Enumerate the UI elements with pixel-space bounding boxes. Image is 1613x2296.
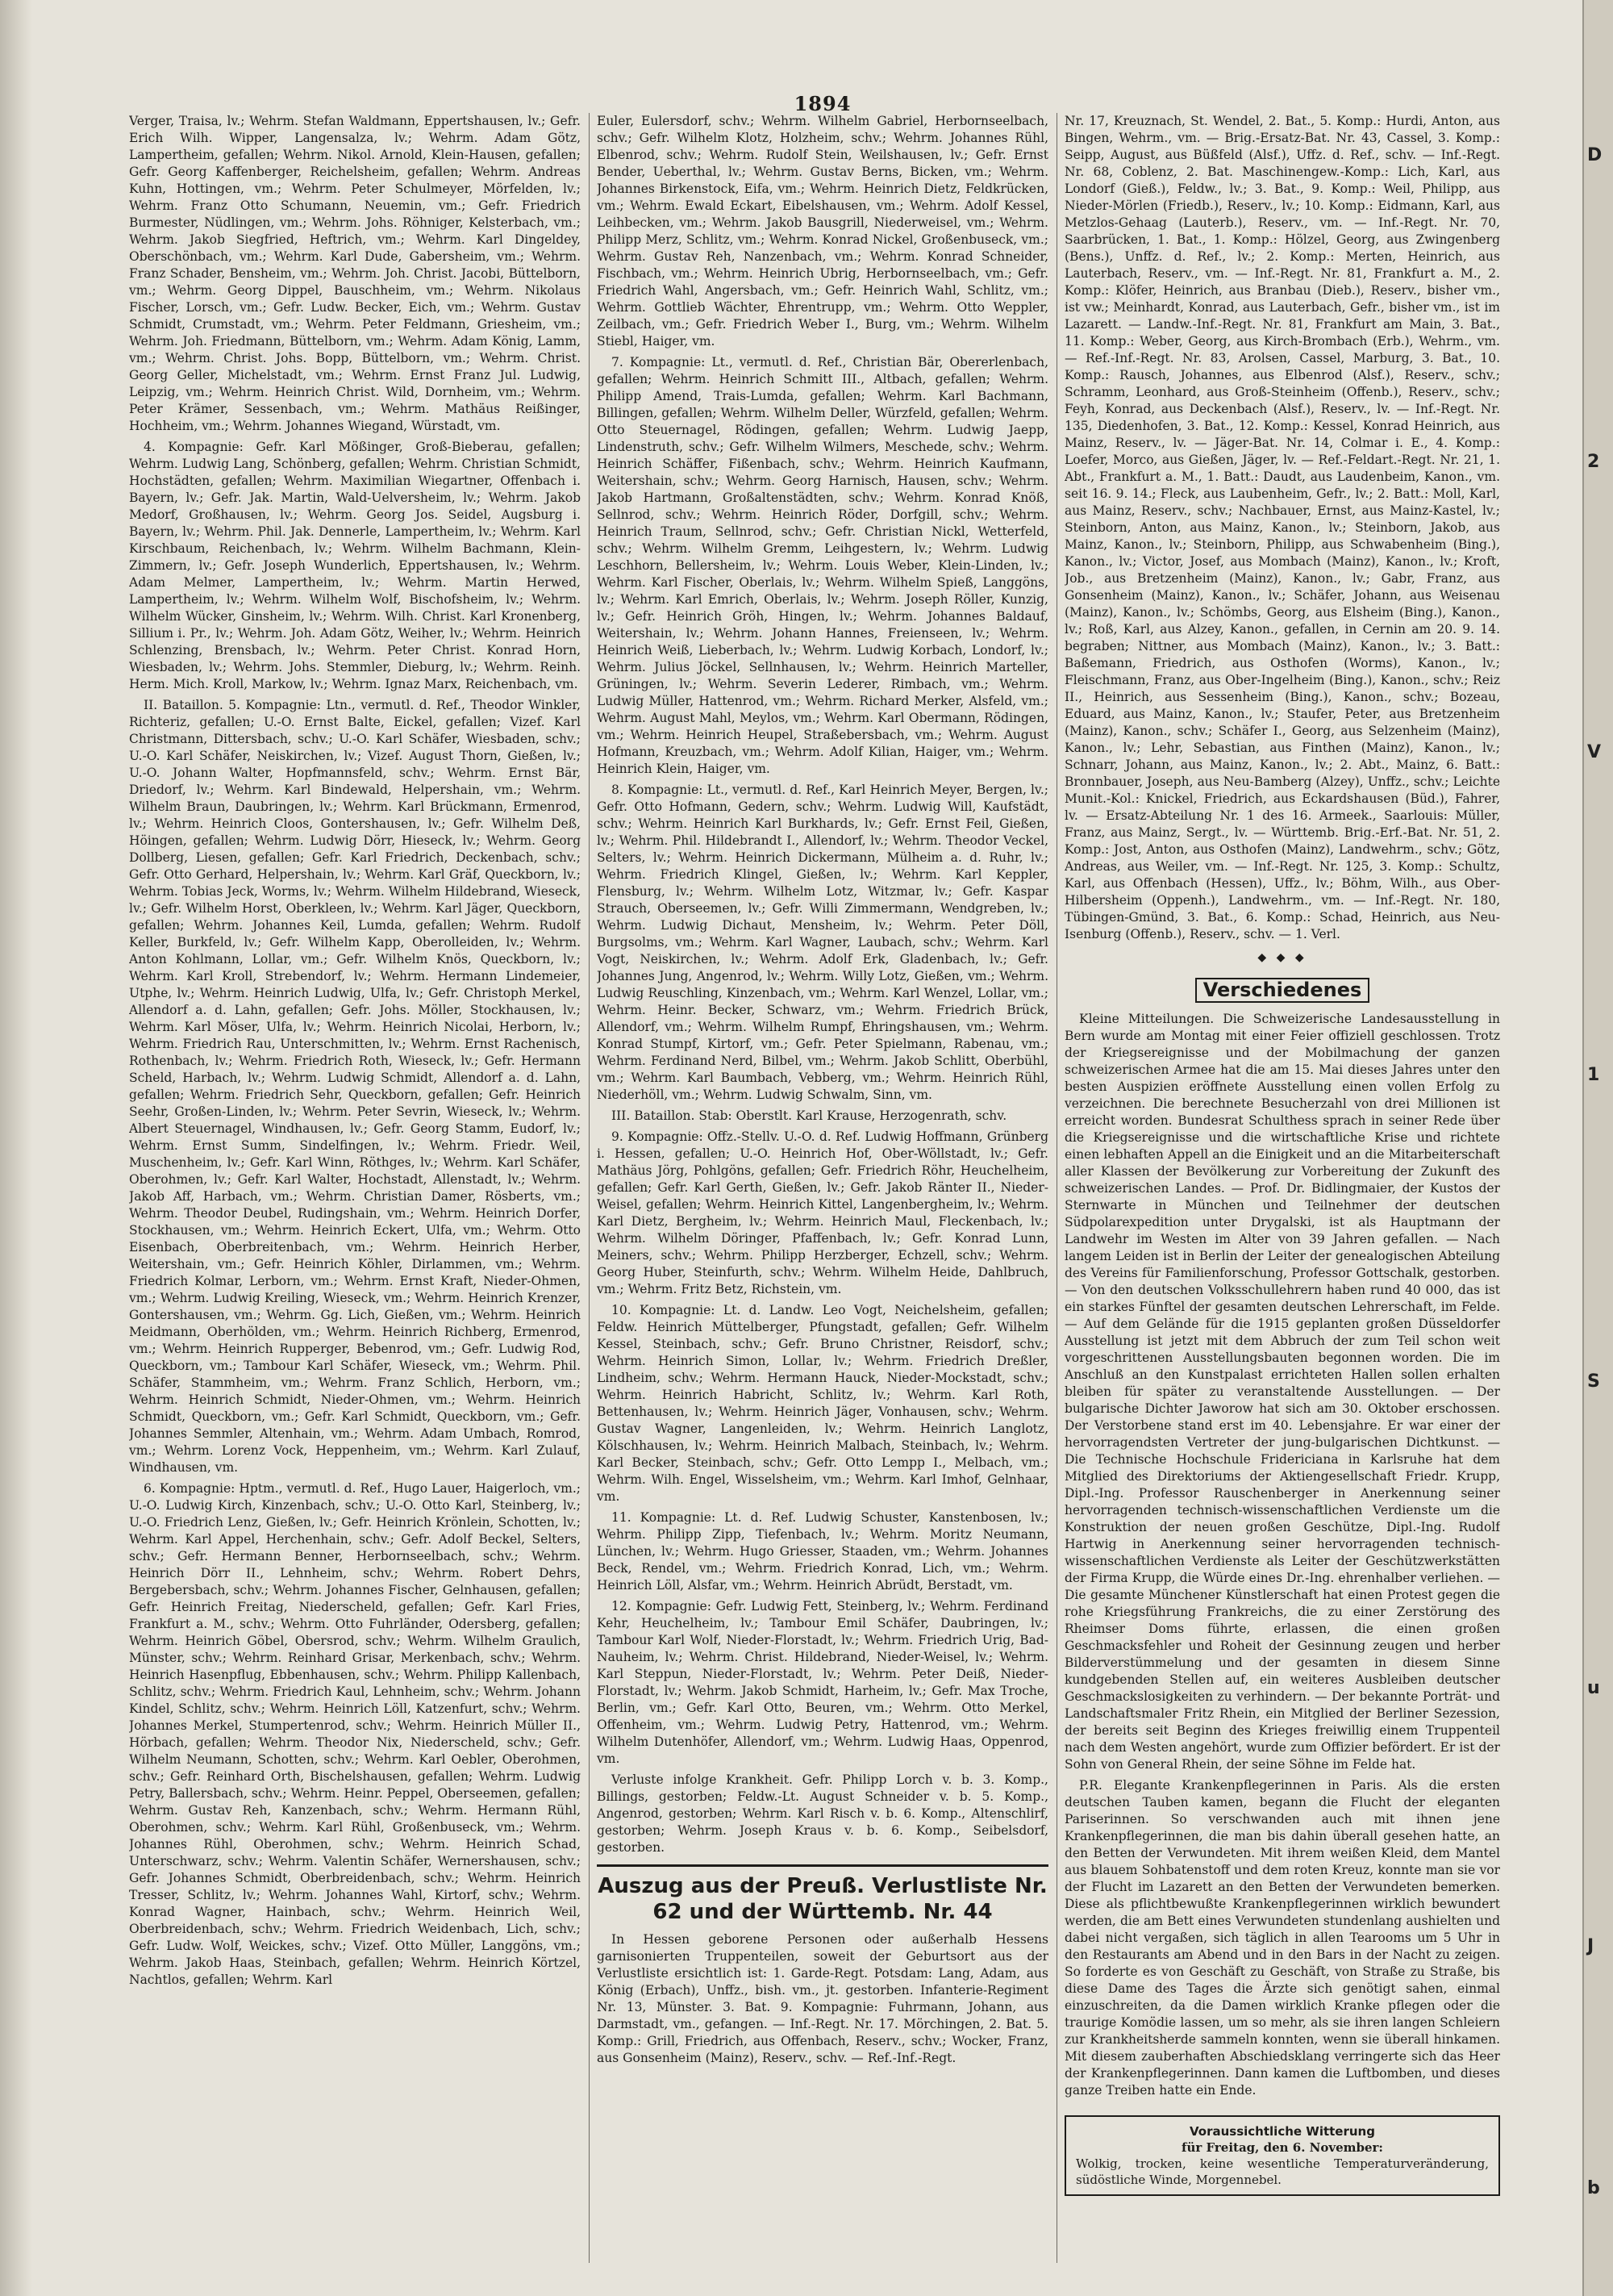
section-divider: ◆ ◆ ◆ [1257,951,1307,964]
casualty-list-paragraph: II. Bataillon. 5. Kompagnie: Ltn., vermutl. d. Ref., Theodor Winkler, Richteriz, gefallen; U.-O. Ernst Balte, Eickel, gefallen; Vizef. Karl Christmann, Dittersbach, schv.; U.-O. Karl Schäfer, Wiesbaden, schv.; U.-O. Karl Schäfer, Neiskirchen, lv.; Vizef. August Thorn, Gießen, lv.; U.-O. Johann Walter, Hopfmannsfeld, schv.; Wehrm. Ernst Bär, Driedorf, lv.; Wehrm. Karl Bindewald, Helpershain, vm.; Wehrm. Wilhelm Braun, Daubringen, lv.; Wehrm. Karl Brückmann, Ermenrod, lv.; Wehrm. Heinrich Cloos, Gontershausen, lv.; Gefr. Wilhelm Deß, Höingen, gefallen; Wehrm. Ludwig Dörr, Hieseck, lv.; Wehrm. Georg Dollberg, Liesen, gefallen; Gefr. Karl Friedrich, Deckenbach, schv.; Gefr. Otto Gerhard, Helpershain, lv.; Wehrm. Karl Gräf, Queckborn, lv.; Wehrm. Tobias Jeck, Worms, lv.; Wehrm. Wilhelm Hildebrand, Wieseck, lv.; Gefr. Wilhelm Horst, Oberkleen, lv.; Wehrm. Karl Jäger, Queckborn, gefallen; Wehrm. Johannes Keil, Lumda, gefallen; Wehrm. Rudolf Keller, Burkfeld, lv.; Gefr. Wilhelm Kapp, Oberolleiden, lv.; Wehrm. Anton Kohlmann, Lollar, vm.; Gefr. Wilhelm Knös, Queckborn, lv.; Wehrm. Karl Kroll, Strebendorf, lv.; Wehrm. Hermann Lindemeier, Utphe, lv.; Wehrm. Heinrich Ludwig, Ulfa, lv.; Gefr. Christoph Merkel, Allendorf a. d. Lahn, gefallen; Gefr. Johs. Möller, Stockhausen, lv.; Wehrm. Karl Möser, Ulfa, lv.; Wehrm. Heinrich Nicolai, Herborn, lv.; Wehrm. Friedrich Rau, Unterschmitten, lv.; Wehrm. Ernst Rachenisch, Rothenbach, lv.; Wehrm. Friedrich Roth, Wieseck, lv.; Gefr. Hermann Scheld, Harbach, lv.; Wehrm. Ludwig Schmidt, Allendorf a. d. Lahn, gefallen; Wehrm. Friedrich Sehr, Queckborn, gefallen; Gefr. Heinrich Seehr, Großen-Linden, lv.; Wehrm. Peter Sevrin, Wieseck, lv.; Wehrm. Albert Steuernagel, Windhausen, lv.; Gefr. Georg Stamm, Eudorf, lv.; Wehrm. Ernst Summ, Sindelfingen, lv.; Wehrm. Friedr. Weil, Muschenheim, lv.; Gefr. Karl Winn, Röthges, lv.; Wehrm. Karl Schäfer, Oberohmen, lv.; Gefr. Karl Walter, Hochstadt, Allenstadt, lv.; Wehrm. Jakob Aff, Harbach, vm.; Wehrm. Christian Damer, Rösberts, vm.; Wehrm. Theodor Deubel, Rudingshain, vm.; Wehrm. Heinrich Dorfer, Stockhausen, vm.; Wehrm. Heinrich Eckert, Ulfa, vm.; Wehrm. Otto Eisenbach, Oberbreitenbach, vm.; Wehrm. Heinrich Herber, Weitershain, vm.; Gefr. Heinrich Köhler, Dirlammen, vm.; Wehrm. Friedrich Kolmar, Lerborn, vm.; Wehrm. Ernst Kraft, Nieder-Ohmen, vm.; Wehrm. Ludwig Kreiling, Wieseck, vm.; Wehrm. Heinrich Krenzer, Gontershausen, vm.; Wehrm. Gg. Lich, Gießen, vm.; Wehrm. Heinrich Meidmann, Oberhölden, vm.; Wehrm. Heinrich Richberg, Ermenrod, vm.; Wehrm. Heinrich Rupperger, Bebenrod, vm.; Gefr. Ludwig Rod, Queckborn, vm.; Tambour Karl Schäfer, Wieseck, vm.; Wehrm. Phil. Schäfer, Stammheim, vm.; Wehrm. Franz Schlich, Herborn, vm.; Wehrm. Heinrich Schmidt, Nieder-Ohmen, vm.; Wehrm. Heinrich Schmidt, Queckborn, vm.; Gefr. Karl Schmidt, Queckborn, vm.; Gefr. Johannes Semmler, Altenhain, vm.; Wehrm. Adam Umbach, Romrod, vm.; Wehrm. Lorenz Vock, Heppenheim, vm.; Wehrm. Karl Zulauf, Windhausen, vm. [129,698,581,1475]
edge-fragment: V [1587,742,1602,762]
casualty-list-paragraph: 11. Kompagnie: Lt. d. Ref. Ludwig Schuster, Kanstenbosen, lv.; Wehrm. Philipp Zipp, Tiefenbach, lv.; Wehrm. Moritz Neumann, Lünchen, lv.; Wehrm. Hugo Griesser, Staaden, vm.; Wehrm. Johannes Beck, Rendel, vm.; Wehrm. Friedrich Konrad, Lich, vm.; Wehrm. Heinrich Löll, Alsfar, vm.; Wehrm. Heinrich Abrüdt, Berstadt, vm. [597,1510,1048,1593]
edge-fragment: u [1587,1678,1600,1698]
weather-title: Voraussichtliche Witterung [1190,2124,1375,2139]
casualty-list-paragraph: Verluste infolge Krankheit. Gefr. Philipp Lorch v. b. 3. Komp., Billings, gestorben; Feldw.-Lt. August Schneider v. b. 5. Komp., Angenrod, gestorben; Wehrm. Karl Risch v. b. 6. Komp., Altenschlirf, gestorben; Wehrm. Joseph Kraus v. b. 6. Komp., Seibelsdorf, gestorben. [597,1772,1048,1855]
edge-fragment: 2 [1587,452,1600,472]
casualty-list-paragraph: 10. Kompagnie: Lt. d. Landw. Leo Vogt, Neichelsheim, gefallen; Feldw. Heinrich Müttelberger, Pfungstadt, gefallen; Gefr. Wilhelm Kessel, Steinbach, schv.; Gefr. Bruno Christner, Reisdorf, schv.; Wehrm. Heinrich Simon, Lollar, lv.; Wehrm. Friedrich Dreßler, Lindheim, schv.; Wehrm. Hermann Hauck, Nieder-Mockstadt, schv.; Wehrm. Heinrich Habricht, Schlitz, lv.; Wehrm. Karl Roth, Bettenhausen, lv.; Wehrm. Heinrich Jäger, Vonhausen, schv.; Wehrm. Gustav Wagner, Langenleiden, lv.; Wehrm. Heinrich Langlotz, Kölschhausen, lv.; Wehrm. Heinrich Malbach, Steinbach, lv.; Wehrm. Karl Becker, Steinbach, schv.; Gefr. Otto Lempp I., Melbach, vm.; Wehrm. Wilh. Engel, Wisselsheim, vm.; Wehrm. Karl Imhof, Gelnhaar, vm. [597,1303,1048,1504]
column-1 [129,113,581,2267]
casualty-list-paragraph: 4. Kompagnie: Gefr. Karl Mößinger, Groß-Bieberau, gefallen; Wehrm. Ludwig Lang, Schönberg, gefallen; Wehrm. Christian Schmidt, Hochstädten, gefallen; Wehrm. Maximilian Wiegartner, Offenbach i. Bayern, lv.; Gefr. Jak. Martin, Wald-Uelversheim, lv.; Wehrm. Jakob Medorf, Großhausen, lv.; Wehrm. Georg Jos. Seidel, Augsburg i. Bayern, lv.; Wehrm. Phil. Jak. Dennerle, Lampertheim, lv.; Wehrm. Karl Kirschbaum, Reichenbach, lv.; Wehrm. Wilhelm Bachmann, Klein-Zimmern, lv.; Gefr. Joseph Wunderlich, Eppertshausen, lv.; Wehrm. Adam Melmer, Lampertheim, lv.; Wehrm. Martin Herwed, Lampertheim, lv.; Wehrm. Wilhelm Wolf, Bischofsheim, lv.; Wehrm. Wilhelm Wücker, Ginsheim, lv.; Wehrm. Wilh. Christ. Karl Kronenberg, Sillium i. Pr., lv.; Wehrm. Joh. Adam Götz, Weiher, lv.; Wehrm. Heinrich Schlenzing, Brensbach, lv.; Wehrm. Peter Christ. Konrad Horn, Wiesbaden, lv.; Wehrm. Johs. Stemmler, Dieburg, lv.; Wehrm. Reinh. Herm. Mich. Kroll, Markow, lv.; Wehrm. Ignaz Marx, Reichenbach, vm. [129,440,581,691]
casualty-list-paragraph: 12. Kompagnie: Gefr. Ludwig Fett, Steinberg, lv.; Wehrm. Ferdinand Kehr, Heuchelheim, lv.; Tambour Emil Schäfer, Daubringen, lv.; Tambour Karl Wolf, Nieder-Florstadt, lv.; Wehrm. Friedrich Urig, Bad-Nauheim, lv.; Wehrm. Christ. Hildebrand, Nieder-Weisel, lv.; Wehrm. Karl Steppun, Nieder-Florstadt, lv.; Wehrm. Peter Deiß, Nieder-Florstadt, lv.; Wehrm. Jakob Schmidt, Harheim, lv.; Gefr. Max Troche, Berlin, vm.; Gefr. Karl Otto, Beuren, vm.; Wehrm. Otto Merkel, Offenheim, vm.; Wehrm. Ludwig Petry, Hattenrod, vm.; Wehrm. Wilhelm Dutenhöfer, Allendorf, vm.; Wehrm. Ludwig Haas, Oppenrod, vm. [597,1599,1048,1766]
casualty-list-paragraph: III. Bataillon. Stab: Oberstlt. Karl Krause, Herzogenrath, schv. [611,1108,1007,1123]
page-number: 1894 [794,92,852,115]
edge-fragment: 1 [1587,1065,1600,1085]
miscellaneous-heading-box: Verschiedenes [1195,978,1370,1003]
edge-fragment: D [1587,145,1603,165]
column-3 [1065,113,1500,2267]
weather-forecast-box [1065,2115,1500,2196]
casualty-list-paragraph: Verger, Traisa, lv.; Wehrm. Stefan Waldmann, Eppertshausen, lv.; Gefr. Erich Wilh. Wipper, Langensalza, lv.; Wehrm. Adam Götz, Lampertheim, gefallen; Wehrm. Nikol. Arnold, Klein-Hausen, gefallen; Gefr. Georg Kaffenberger, Reichelsheim, gefallen; Wehrm. Andreas Kuhn, Hottingen, vm.; Wehrm. Peter Schulmeyer, Mörfelden, lv.; Wehrm. Franz Otto Schumann, Neuemin, vm.; Gefr. Friedrich Burmester, Nüdlingen, vm.; Wehrm. Johs. Röhniger, Kelsterbach, vm.; Wehrm. Jakob Siegfried, Heftrich, vm.; Wehrm. Karl Dingeldey, Oberschönbach, vm.; Wehrm. Karl Dude, Gabersheim, vm.; Wehrm. Franz Schader, Bensheim, vm.; Wehrm. Joh. Christ. Jacobi, Büttelborn, vm.; Wehrm. Georg Dippel, Bauschheim, vm.; Wehrm. Nikolaus Fischer, Lorsch, vm.; Gefr. Ludw. Becker, Eich, vm.; Wehrm. Gustav Schmidt, Crumstadt, vm.; Wehrm. Peter Feldmann, Griesheim, vm.; Wehrm. Joh. Friedmann, Büttelborn, vm.; Wehrm. Adam König, Lamm, vm.; Wehrm. Christ. Johs. Bopp, Büttelborn, vm.; Wehrm. Christ. Georg Geller, Michelstadt, vm.; Wehrm. Ernst Franz Jul. Ludwig, Leipzig, vm.; Wehrm. Heinrich Christ. Wild, Dornheim, vm.; Wehrm. Peter Krämer, Sessenbach, vm.; Wehrm. Mathäus Reißinger, Hochheim, vm.; Wehrm. Johannes Wiegand, Würstadt, vm. [129,114,581,433]
adjacent-page-edge [1582,0,1613,2296]
column-rule [589,113,590,2263]
casualty-list-paragraph: Euler, Eulersdorf, schv.; Wehrm. Wilhelm Gabriel, Herbornseelbach, schv.; Gefr. Wilhelm Klotz, Holzheim, schv.; Wehrm. Johannes Rühl, Elbenrod, schv.; Wehrm. Rudolf Stein, Weilshausen, lv.; Gefr. Ernst Bender, Ueberthal, lv.; Wehrm. Gustav Berns, Bicken, vm.; Wehrm. Johannes Birkenstock, Eifa, vm.; Wehrm. Heinrich Dietz, Feldkrücken, vm.; Wehrm. Ewald Eckart, Eibelshausen, vm.; Wehrm. Adolf Kessel, Leihbecken, vm.; Wehrm. Jakob Bausgrill, Niederweisel, vm.; Wehrm. Philipp Merz, Schlitz, vm.; Wehrm. Konrad Nickel, Großenbuseck, vm.; Wehrm. Gustav Reh, Nanzenbach, vm.; Wehrm. Konrad Schneider, Fischbach, vm.; Wehrm. Heinrich Ubrig, Herbornseelbach, vm.; Gefr. Friedrich Wahl, Angersbach, vm.; Gefr. Heinrich Wahl, Schlitz, vm.; Wehrm. Gottlieb Wächter, Ehrentrupp, vm.; Wehrm. Otto Weppler, Zeilbach, vm.; Gefr. Friedrich Weber I., Burg, vm.; Wehrm. Wilhelm Stiebl, Haiger, vm. [597,114,1048,349]
verlustliste-heading: Auszug aus der Preuß. Verlustliste Nr. 62 und der Württemb. Nr. 44 [597,1864,1048,1925]
casualty-list-paragraph: 9. Kompagnie: Offz.-Stellv. U.-O. d. Ref. Ludwig Hoffmann, Grünberg i. Hessen, gefallen; U.-O. Heinrich Hof, Ober-Wöllstadt, lv.; Gefr. Mathäus Jörg, Pohlgöns, gefallen; Gefr. Friedrich Röhr, Heuchelheim, gefallen; Gefr. Karl Gerth, Gießen, lv.; Gefr. Jakob Ränter II., Nieder-Weisel, gefallen; Wehrm. Heinrich Kittel, Langenbergheim, lv.; Wehrm. Karl Dietz, Bergheim, lv.; Wehrm. Heinrich Maul, Fleckenbach, lv.; Wehrm. Wilhelm Döringer, Pfaffenbach, lv.; Gefr. Konrad Lunn, Meiners, schv.; Wehrm. Philipp Herzberger, Echzell, schv.; Wehrm. Georg Huber, Steinfurth, schv.; Wehrm. Wilhelm Heide, Dahlbruch, vm.; Wehrm. Fritz Betz, Richstein, vm. [597,1129,1048,1296]
news-paragraph: Kleine Mitteilungen. Die Schweizerische Landesausstellung in Bern wurde am Montag mit einer Feier offiziell geschlossen. Trotz der Kriegsereignisse und der Mobilmachung der ganzen schweizerischen Armee hat die am 15. Mai dieses Jahres unter den besten Auspizien eröffnete Ausstellung einen vollen Erfolg zu verzeichnen. Die berechnete Besucherzahl von drei Millionen ist erreicht worden. Bundesrat Schulthess sprach in seiner Rede über die Kriegsereignisse und die wirtschaftliche Krise und richtete einen lebhaften Appell an die Einigkeit und an die Mitarbeiterschaft aller Klassen der Bevölkerung zur Vorbereitung der Zukunft des schweizerischen Landes. — Prof. Dr. Bidlingmaier, der Kustos der Sternwarte in München und Teilnehmer der deutschen Südpolarexpedition unter Drygalski, ist als Hauptmann der Landwehr im Westen im Alter von 39 Jahren gefallen. — Nach langem Leiden ist in Berlin der Leiter der genealogischen Abteilung des Vereins für Familienforschung, Professor Gottschalk, gestorben. — Von den deutschen Volksschullehrern haben rund 40 000, das ist ein starkes Fünftel der gesamten deutschen Lehrerschaft, im Felde. — Auf dem Gelände für die 1915 geplanten großen Düsseldorfer Ausstellung ist jetzt mit dem Abbruch der zum Teil schon weit vorgeschrittenen Ausstellungsbauten begonnen worden. Die im Anschluß an den Kunstpalast errichteten Hallen sollen erhalten bleiben für später zu veranstaltende Ausstellungen. — Der bulgarische Dichter Jaworow hat sich am 30. Oktober erschossen. Der Verstorbene stand erst im 40. Lebensjahre. Er war einer der hervorragendsten Vertreter der jung-bulgarischen Dichtkunst. — Die Technische Hochschule Fridericiana in Karlsruhe hat dem Mitglied des Direktoriums der Aktiengesellschaft Friedr. Krupp, Dipl.-Ing. Professor Rauschenberger in Anerkennung seiner hervorragenden technisch-wissenschaftlichen Verdienste um die Konstruktion der neuen großen Geschütze, Dipl.-Ing. Rudolf Hartwig in Anerkennung seiner hervorragenden technisch-wissenschaftlichen Verdienste als Leiter der Geschützwerkstätten der Firma Krupp, die Würde eines Dr.-Ing. ehrenhalber verliehen. — Die gesamte Münchener Künstlerschaft hat einen Protest gegen die rohe Kriegsführung Frankreichs, die zu einer Zerstörung des Rheimser Doms führte, erlassen, die einen großen Geschmacksfehler und Roheit der Gesinnung zeugen und herber Bilderverstümmelung und der gesamten in diesem Sinne kundgebenden Stellen auf, ein weiteres Ausbleiben deutscher Geschmackslosigkeiten zu verhindern. — Der bekannte Porträt- und Landschaftsmaler Fritz Rhein, ein Mitglied der Berliner Sezession, der bereits seit Beginn des Krieges freiwillig einem Truppenteil nach dem Westen angehört, wurde zum Offizier befördert. Er ist der Sohn von General Rhein, der seine Söhne im Felde hat. [1065,1012,1500,1772]
verlustliste-paragraph: In Hessen geborene Personen oder außerhalb Hessens garnisonierten Truppenteilen, soweit der Geburtsort aus der Verlustliste ersichtlich ist: 1. Garde-Regt. Potsdam: Lang, Adam, aus König (Erbach), Unffz., bish. vm., jt. gestorben. Infanterie-Regiment Nr. 13, Münster. 3. Bat. 9. Kompagnie: Fuhrmann, Johann, aus Darmstadt, vm., gefangen. — Inf.-Regt. Nr. 17. Mörchingen, 2. Bat. 5. Komp.: Grill, Friedrich, aus Offenbach, Reserv., schv.; Wocker, Franz, aus Gonsenheim (Mainz), Reserv., schv. — Ref.-Inf.-Regt. [597,1932,1048,2065]
weather-text: Wolkig, trocken, keine wesentliche Temperaturveränderung, südöstliche Winde, Morgennebel. [1076,2156,1489,2187]
edge-fragment: b [1587,2178,1600,2198]
page-binding-shadow [0,0,32,2296]
weather-date: für Freitag, den 6. November: [1182,2140,1383,2155]
miscellaneous-heading [1065,978,1500,1003]
column-2 [597,113,1048,2267]
casualty-list-paragraph: Nr. 17, Kreuznach, St. Wendel, 2. Bat., 5. Komp.: Hurdi, Anton, aus Bingen, Wehrm., vm. — Brig.-Ersatz-Bat. Nr. 43, Cassel, 3. Komp.: Seipp, August, aus Büßfeld (Alsf.), Uffz. d. Ref., schv. — Inf.-Regt. Nr. 68, Coblenz, 2. Bat. Maschinengew.-Komp.: Lich, Karl, aus Londorf (Gieß.), Feldw., lv.; 3. Bat., 9. Komp.: Weil, Philipp, aus Nieder-Mörlen (Friedb.), Reserv., lv.; 10. Komp.: Eidmann, Karl, aus Metzlos-Gehaag (Lauterb.), Reserv., vm. — Inf.-Regt. Nr. 70, Saarbrücken, 1. Bat., 1. Komp.: Hölzel, Georg, aus Zwingenberg (Bens.), Unffz. d. Ref., lv.; 2. Komp.: Merten, Heinrich, aus Lauterbach, Reserv., vm. — Inf.-Regt. Nr. 81, Frankfurt a. M., 2. Komp.: Klöfer, Heinrich, aus Branbau (Dieb.), Reserv., bisher vm., ist vw.; Meinhardt, Konrad, aus Lauterbach, Gefr., bisher vm., ist im Lazarett. — Landw.-Inf.-Regt. Nr. 81, Frankfurt am Main, 3. Bat., 11. Komp.: Weber, Georg, aus Kirch-Brombach (Erb.), Wehrm., vm. — Ref.-Inf.-Regt. Nr. 83, Arolsen, Cassel, Marburg, 3. Bat., 10. Komp.: Rausch, Johannes, aus Elbenrod (Alsf.), Reserv., schv.; Schramm, Leonhard, aus Groß-Steinheim (Offenb.), Reserv., schv.; Feyh, Konrad, aus Deckenbach (Alsf.), Reserv., lv. — Inf.-Regt. Nr. 135, Diedenhofen, 3. Bat., 12. Komp.: Kessel, Konrad Heinrich, aus Mainz, Reserv., lv. — Jäger-Bat. Nr. 14, Colmar i. E., 4. Komp.: Loefer, Morco, aus Gießen, Jäger, lv. — Ref.-Feldart.-Regt. Nr. 21, 1. Abt., Frankfurt a. M., 1. Batt.: Daudt, aus Laudenbeim, Kanon., vm. seit 16. 9. 14.; Fleck, aus Laubenheim, Gefr., lv.; 2. Batt.: Moll, Karl, aus Mainz, Reserv., schv.; Nachbauer, Ernst, aus Mainz-Kastel, lv.; Steinborn, Anton, aus Mainz, Kanon., lv.; Steinborn, Jakob, aus Mainz, Kanon., lv.; Steinborn, Philipp, aus Schwabenheim (Bing.), Kanon., lv.; Victor, Josef, aus Mombach (Mainz), Kanon., lv.; Kroft, Job., aus Bretzenheim (Mainz), Kanon., lv.; Gabr, Franz, aus Gonsenheim (Mainz), Kanon., lv.; Schäfer, Johann, aus Weisenau (Mainz), Kanon., lv.; Schömbs, Georg, aus Elsheim (Bing.), Kanon., lv.; Roß, Karl, aus Alzey, Kanon., gefallen, in Cernin am 20. 9. 14. begraben; Nittner, aus Mombach (Mainz), Kanon., lv.; 3. Batt.: Baßemann, Friedrich, aus Osthofen (Worms), Kanon., lv.; Fleischmann, Franz, aus Ober-Ingelheim (Bing.), Kanon., schv.; Reiz II., Heinrich, aus Sessenheim (Bing.), Kanon., schv.; Bozeau, Eduard, aus Mainz, Kanon., lv.; Staufer, Peter, aus Bretzenheim (Mainz), Kanon., schv.; Schäfer I., Georg, aus Selzenheim (Mainz), Kanon., lv.; Lehr, Sebastian, aus Finthen (Mainz), Kanon., lv.; Schnarr, Johann, aus Mainz, Kanon., lv.; 2. Abt., Mainz, 6. Batt.: Bronnbauer, Joseph, aus Neu-Bamberg (Alzey), Unffz., schv.; Leichte Munit.-Kol.: Knickel, Friedrich, aus Eckardshausen (Büd.), Fahrer, lv. — Ersatz-Abteilung Nr. 1 des 16. Armeek., Saarlouis: Müller, Franz, aus Mainz, Sergt., lv. — Württemb. Brig.-Erf.-Bat. Nr. 51, 2. Komp.: Jost, Anton, aus Osthofen (Mainz), Landwehrm., schv.; Götz, Andreas, aus Weiler, vm. — Inf.-Regt. Nr. 125, 3. Komp.: Schultz, Karl, aus Offenbach (Hessen), Uffz., lv.; Böhm, Wilh., aus Ober-Hilbersheim (Oppenh.), Landwehrm., vm. — Inf.-Regt. Nr. 180, Tübingen-Gmünd, 3. Bat., 6. Komp.: Schad, Heinrich, aus Neu-Isenburg (Offenb.), Reserv., schv. — 1. Verl. [1065,114,1500,941]
casualty-list-paragraph: 7. Kompagnie: Lt., vermutl. d. Ref., Christian Bär, Obererlenbach, gefallen; Wehrm. Heinrich Schmitt III., Altbach, gefallen; Wehrm. Philipp Amend, Trais-Lumda, gefallen; Wehrm. Karl Bachmann, Billingen, gefallen; Wehrm. Wilhelm Deller, Würzfeld, gefallen; Wehrm. Otto Steuernagel, Rödingen, gefallen; Wehrm. Ludwig Jaepp, Lindenstruth, schv.; Gefr. Wilhelm Wilmers, Meschede, schv.; Wehrm. Heinrich Schäffer, Fißenbach, schv.; Wehrm. Heinrich Kaufmann, Weitershain, schv.; Wehrm. Georg Harnisch, Hausen, schv.; Wehrm. Jakob Hartmann, Großaltenstädten, schv.; Wehrm. Konrad Knöß, Sellnrod, schv.; Wehrm. Heinrich Röder, Dorfgill, schv.; Wehrm. Heinrich Traum, Sellnrod, schv.; Gefr. Christian Nickl, Wetterfeld, schv.; Wehrm. Wilhelm Gremm, Leihgestern, lv.; Wehrm. Ludwig Leschhorn, Bellersheim, lv.; Wehrm. Louis Weber, Klein-Linden, lv.; Wehrm. Karl Fischer, Oberlais, lv.; Wehrm. Wilhelm Spieß, Langgöns, lv.; Wehrm. Karl Emrich, Oberlais, lv.; Wehrm. Joseph Röller, Kunzig, lv.; Gefr. Heinrich Gröh, Hingen, lv.; Wehrm. Johannes Baldauf, Weitershain, lv.; Wehrm. Johann Hannes, Freienseen, lv.; Wehrm. Heinrich Weiß, Lieberbach, lv.; Wehrm. Ludwig Korbach, Londorf, lv.; Wehrm. Julius Jöckel, Sellnhausen, lv.; Wehrm. Heinrich Marteller, Grüningen, lv.; Wehrm. Severin Lederer, Rimbach, vm.; Wehrm. Ludwig Müller, Hattenrod, vm.; Wehrm. Richard Merker, Alsfeld, vm.; Wehrm. August Mahl, Meylos, vm.; Wehrm. Karl Obermann, Rödingen, vm.; Wehrm. Heinrich Heupel, Straßebersbach, vm.; Wehrm. August Hofmann, Kreuzbach, vm.; Wehrm. Adolf Kilian, Haiger, vm.; Wehrm. Heinrich Klein, Haiger, vm. [597,355,1048,776]
casualty-list-paragraph: 6. Kompagnie: Hptm., vermutl. d. Ref., Hugo Lauer, Haigerloch, vm.; U.-O. Ludwig Kirch, Kinzenbach, schv.; U.-O. Otto Karl, Steinberg, lv.; U.-O. Friedrich Lenz, Gießen, lv.; Gefr. Heinrich Krönlein, Schotten, lv.; Wehrm. Karl Appel, Herchenhain, schv.; Gefr. Adolf Beckel, Selters, schv.; Gefr. Hermann Benner, Herbornseelbach, schv.; Wehrm. Heinrich Dörr II., Lehnheim, schv.; Wehrm. Robert Dehrs, Bergebersbach, schv.; Wehrm. Johannes Fischer, Gelnhausen, gefallen; Gefr. Heinrich Freitag, Niederscheld, gefallen; Gefr. Karl Fries, Frankfurt a. M., schv.; Wehrm. Otto Fuhrländer, Odersberg, gefallen; Wehrm. Heinrich Göbel, Obersrod, schv.; Wehrm. Wilhelm Graulich, Münster, schv.; Wehrm. Reinhard Grisar, Merkenbach, schv.; Wehrm. Heinrich Hasenpflug, Ebbenhausen, schv.; Wehrm. Philipp Kallenbach, Schlitz, schv.; Wehrm. Friedrich Kaul, Lehnheim, schv.; Wehrm. Johann Kindel, Schlitz, schv.; Wehrm. Heinrich Löll, Katzenfurt, schv.; Wehrm. Johannes Merkel, Stumpertenrod, schv.; Wehrm. Heinrich Müller II., Hörbach, gefallen; Wehrm. Theodor Nix, Niederscheld, schv.; Gefr. Wilhelm Neumann, Schotten, schv.; Wehrm. Karl Oebler, Oberohmen, schv.; Gefr. Reinhard Orth, Bischelshausen, gefallen; Wehrm. Ludwig Petry, Ballersbach, schv.; Wehrm. Heinr. Peppel, Oberseemen, gefallen; Wehrm. Gustav Reh, Kanzenbach, schv.; Wehrm. Hermann Rühl, Oberohmen, schv.; Wehrm. Karl Rühl, Großenbuseck, vm.; Wehrm. Johannes Rühl, Oberohmen, schv.; Wehrm. Heinrich Schad, Unterschwarz, schv.; Wehrm. Valentin Schäfer, Wernershausen, schv.; Gefr. Johannes Schmidt, Oberbreidenbach, schv.; Wehrm. Heinrich Tresser, Schlitz, lv.; Wehrm. Johannes Wahl, Kirtorf, schv.; Wehrm. Konrad Wagner, Hainbach, schv.; Wehrm. Heinrich Weil, Oberbreidenbach, schv.; Wehrm. Friedrich Weidenbach, Lich, schv.; Gefr. Ludw. Wolf, Weickes, schv.; Vizef. Otto Müller, Langgöns, vm.; Wehrm. Jakob Haas, Steinbach, gefallen; Wehrm. Heinrich Körtzel, Nachtlos, gefallen; Wehrm. Karl [129,1481,581,1987]
news-paragraph: P.R. Elegante Krankenpflegerinnen in Paris. Als die ersten deutschen Tauben kamen, begann die Flucht der eleganten Pariserinnen. So verschwanden auch mit ihnen jene Krankenpflegerinnen, die man bis dahin überall gesehen hatte, an den Betten der Verwundeten. Mit ihrem weißen Kleid, dem Mantel aus blauem Sohbatenstoff und dem roten Kreuz, konnte man sie vor der Flucht im Lazarett an den Betten der Verwundeten bemerken. Diese als pflichtbewußte Krankenpflegerinnen wirklich bewundert werden, die am Bett eines Verwundeten stundenlang aushielten und dabei nicht vergaßen, sich täglich in allen Tearooms um 5 Uhr in den Restaurants am Abend und in den Bars in der Nacht zu zeigen. So forderte es von Geschäft zu Geschäft, von Straße zu Straße, bis diese Dame des Tages die Ärzte sich genötigt sahen, einmal einzuschreiten, da die Damen wirklich Kranke pflegen oder die traurige Komödie lassen, um so mehr, als sie ihren langen Schleiern zur Krankheitsherde sammeln konnten, wenn sie überall hinkamen. Mit diesem zauberhaften Abschiedsklang verringerte sich das Heer der Krankenpflegerinnen. Dann kamen die Luftbomben, und dieses ganze Treiben hatte ein Ende. [1065,1778,1500,2098]
edge-fragment: S [1587,1371,1600,1392]
casualty-list-paragraph: 8. Kompagnie: Lt., vermutl. d. Ref., Karl Heinrich Meyer, Bergen, lv.; Gefr. Otto Hofmann, Gedern, schv.; Wehrm. Ludwig Will, Kaufstädt, schv.; Wehrm. Heinrich Karl Burkhards, lv.; Gefr. Ernst Feil, Gießen, lv.; Wehrm. Phil. Hildebrandt I., Allendorf, lv.; Wehrm. Theodor Veckel, Selters, lv.; Wehrm. Heinrich Dickermann, Mülheim a. d. Ruhr, lv.; Wehrm. Friedrich Klingel, Gießen, lv.; Wehrm. Karl Keppler, Flensburg, lv.; Wehrm. Wilhelm Lotz, Witzmar, lv.; Gefr. Kaspar Strauch, Oberseemen, lv.; Gefr. Willi Zimmermann, Wendgreben, lv.; Wehrm. Ludwig Dichaut, Mensheim, lv.; Wehrm. Peter Döll, Burgsolms, vm.; Wehrm. Karl Wagner, Laubach, schv.; Wehrm. Karl Vogt, Neiskirchen, lv.; Wehrm. Adolf Erk, Gladenbach, lv.; Gefr. Johannes Jung, Angenrod, lv.; Wehrm. Willy Lotz, Gießen, vm.; Wehrm. Ludwig Reuschling, Kinzenbach, vm.; Wehrm. Karl Wenzel, Lollar, vm.; Wehrm. Heinr. Becker, Schwarz, vm.; Wehrm. Friedrich Brück, Allendorf, vm.; Wehrm. Wilhelm Rumpf, Ehringshausen, vm.; Wehrm. Konrad Stumpf, Kirtorf, vm.; Gefr. Peter Spielmann, Rabenau, vm.; Wehrm. Ferdinand Nerd, Bilbel, vm.; Wehrm. Jakob Schlitt, Oberbühl, vm.; Wehrm. Karl Baumbach, Vebberg, vm.; Wehrm. Heinrich Rühl, Niederhöll, vm.; Wehrm. Ludwig Schwalm, Sinn, vm. [597,783,1048,1102]
edge-fragment: J [1587,1936,1594,1956]
